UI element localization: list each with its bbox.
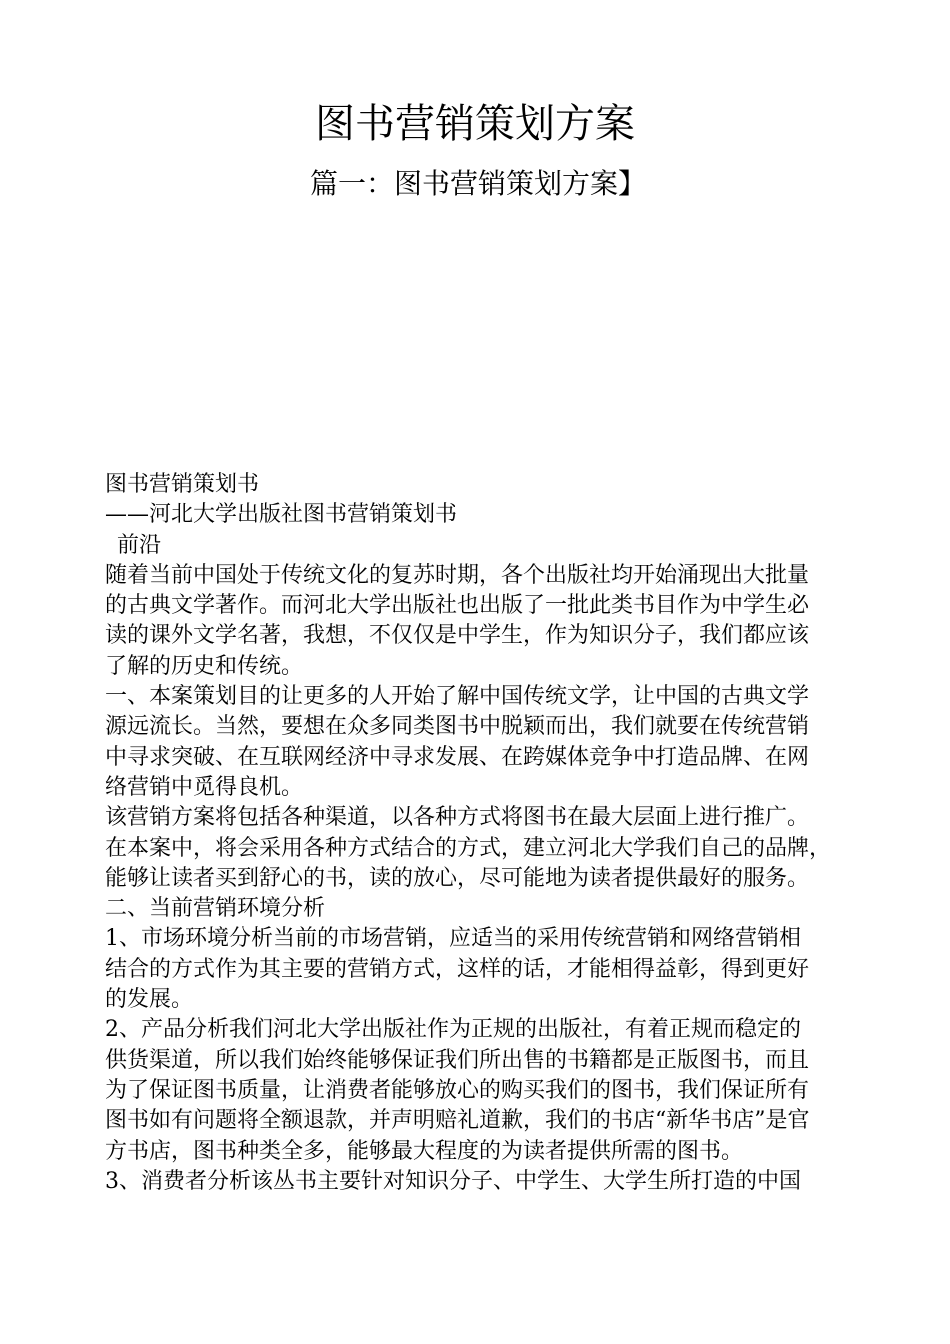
text-line: 图书营销策划书 <box>105 472 260 497</box>
text-line: 中寻求突破、在互联网经济中寻求发展、在跨媒体竞争中打造品牌、在网 <box>105 744 810 770</box>
text-line: 络营销中觅得良机。 <box>105 774 304 800</box>
text-line: 3、消费者分析该丛书主要针对知识分子、中学生、大学生所打造的中国 <box>105 1168 801 1194</box>
section-heading: 前沿 <box>117 532 162 558</box>
text-line: 的古典文学著作。而河北大学出版社也出版了一批此类书目作为中学生必 <box>105 593 810 619</box>
text-line: 该营销方案将包括各种渠道，以各种方式将图书在最大层面上进行推广。 <box>105 805 810 831</box>
text-line: 1、市场环境分析当前的市场营销，应适当的采用传统营销和网络营销相 <box>105 926 801 952</box>
text-line: 为了保证图书质量，让消费者能够放心的购买我们的图书，我们保证所有 <box>105 1077 810 1103</box>
text-line: 在本案中，将会采用各种方式结合的方式，建立河北大学我们自己的品牌， <box>105 835 832 861</box>
text-line: ——河北大学出版社图书营销策划书 <box>105 502 458 528</box>
text-line: 方书店，图书种类全多，能够最大程度的为读者提供所需的图书。 <box>105 1138 744 1164</box>
text-line: 图书如有问题将全额退款，并声明赔礼道歉，我们的书店“新华书店”是官 <box>105 1108 810 1134</box>
text-line: 了解的历史和传统。 <box>105 653 304 679</box>
text-line: 随着当前中国处于传统文化的复苏时期，各个出版社均开始涌现出大批量 <box>105 562 810 588</box>
text-line: 源远流长。当然，要想在众多同类图书中脱颖而出，我们就要在传统营销 <box>105 714 810 740</box>
text-line: 读的课外文学名著，我想，不仅仅是中学生，作为知识分子，我们都应该 <box>105 623 810 649</box>
text-line: 的发展。 <box>105 987 194 1013</box>
text-line: 结合的方式作为其主要的营销方式，这样的话，才能相得益彰，得到更好 <box>105 956 810 982</box>
text-line: 2、产品分析我们河北大学出版社作为正规的出版社，有着正规而稳定的 <box>105 1017 801 1043</box>
section-heading: 二、当前营销环境分析 <box>105 896 326 922</box>
document-body <box>105 470 865 1197</box>
text-line: 能够让读者买到舒心的书，读的放心，尽可能地为读者提供最好的服务。 <box>105 865 810 891</box>
document-title: 图书营销策划方案 <box>315 101 635 147</box>
document-subtitle: 篇一：图书营销策划方案】 <box>310 167 647 200</box>
text-line: 供货渠道，所以我们始终能够保证我们所出售的书籍都是正版图书，而且 <box>105 1047 810 1073</box>
text-line: 一、本案策划目的让更多的人开始了解中国传统文学，让中国的古典文学 <box>105 684 810 710</box>
